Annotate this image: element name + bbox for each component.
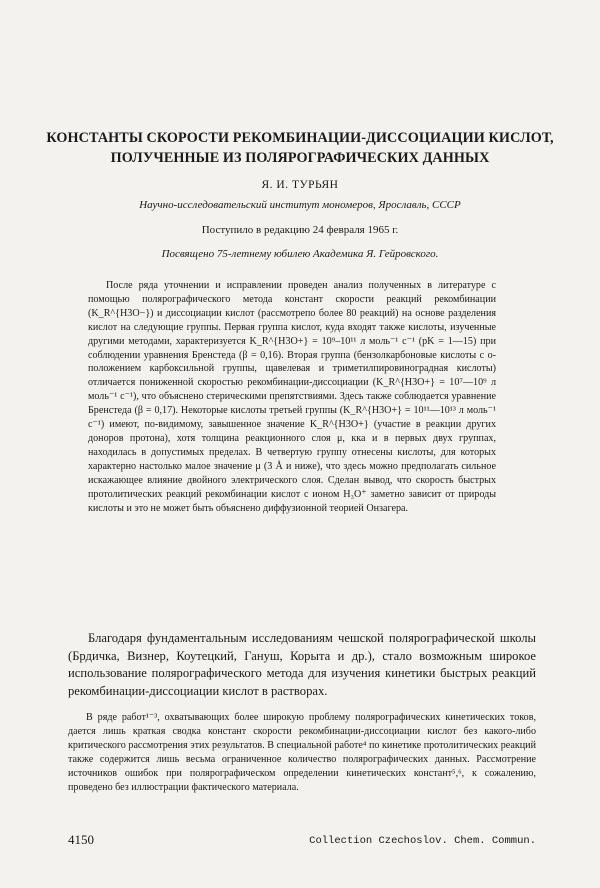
dedication: Посвящено 75-летнему юбилею Академика Я. Гейровского. — [161, 248, 439, 260]
journal-name: Collection Czechoslov. Chem. Commun. — [309, 835, 536, 847]
abstract-paragraph: После ряда уточнении и исправлении проведен анализ полученных в литературе с помощью полярографического метода констант скорости реакций рекомбинации (K_R^{H3O−}) и диссоциации кислот (рассмотрепо более 80 реакций) на основе разделения кислот на следующие группы. Первая группа кислот, куда входят также кислоты, изученные другими методами, характеризуется K_R^{H3O+} = 10⁹–10¹¹ л моль⁻¹ с⁻¹ (pK = 1—15) при соблюдении уравнения Бренстеда (β = 0,16). Вторая группа (бензолкарбоновые кислоты с о-положением карбоксильной группы, щавелевая и триметилпировиноградная кислоты) отличается пониженной скоростью рекомбинации-диссоциации (K_R^{H3O+} = 10⁷—10⁹ л моль⁻¹ с⁻¹), что объяснено стерическими препятствиями. Здесь также соблюдается уравнение Бренстеда (β = 0,17). Некоторые кислоты третьей группы (K_R^{H3O+} = 10¹¹—10¹³ л моль⁻¹ с⁻¹) имеют, по-видимому, завышенное значение K_R^{H3O+} (участие в реакции других доноров протона), хотя толщина реакционного слоя μ, кка и в первых двух группах, находилась в допустимых пределах. В четвертую группу отнесены кислоты, для которых характерно настолько малое значение μ (3 Å и ниже), что здесь можно предполагать сильное искажающее влияние двойного электрического слоя. Сделан вывод, что скорость быстрых протолитических реакций рекомбинации кислот с ионом H₃O⁺ заметно зависит от природы кислоты и это не может быть объяснено диффузионной теорией Онзагера. — [88, 280, 496, 514]
body-paragraph: В ряде работ¹⁻³, охватывающих более широкую проблему полярографических кинетических токов, дается лишь краткая сводка констант скорости рекомбинации-диссоциации кислот без какого-либо критического рассмотрения этих результатов. В специальной работе⁴ по кинетике протолитических реакций также содержится лишь весьма ограниченное количество полярографических данных. Рассмотрение источников ошибок при полярографическом определении кинетических констант⁵,⁶, к сожалению, проведено без иллюстрации фактического материала. — [68, 712, 536, 794]
body-text — [68, 711, 536, 796]
abstract — [88, 279, 496, 515]
affiliation: Научно-исследовательский институт мономеров, Ярославль, СССР — [139, 199, 461, 211]
received-date: Поступило в редакцию 24 февраля 1965 г. — [201, 224, 399, 236]
lead-paragraph-block — [68, 630, 536, 700]
page-number: 4150 — [68, 832, 94, 847]
author: Я. И. ТУРЬЯН — [261, 179, 339, 191]
article-title: КОНСТАНТЫ СКОРОСТИ РЕКОМБИНАЦИИ-ДИССОЦИАЦИИ КИСЛОТ, ПОЛУЧЕННЫЕ ИЗ ПОЛЯРОГРАФИЧЕСКИХ ДАННЫХ — [46, 130, 554, 166]
lead-paragraph: Благодаря фундаментальным исследованиям чешской полярографической школы (Брдичка, Визнер, Коутецкий, Гануш, Корыта и др.), стало возможным широкое использование полярографического метода для изучения кинетики быстрых реакций рекомбинации-диссоциации кислот в растворах. — [68, 631, 536, 698]
